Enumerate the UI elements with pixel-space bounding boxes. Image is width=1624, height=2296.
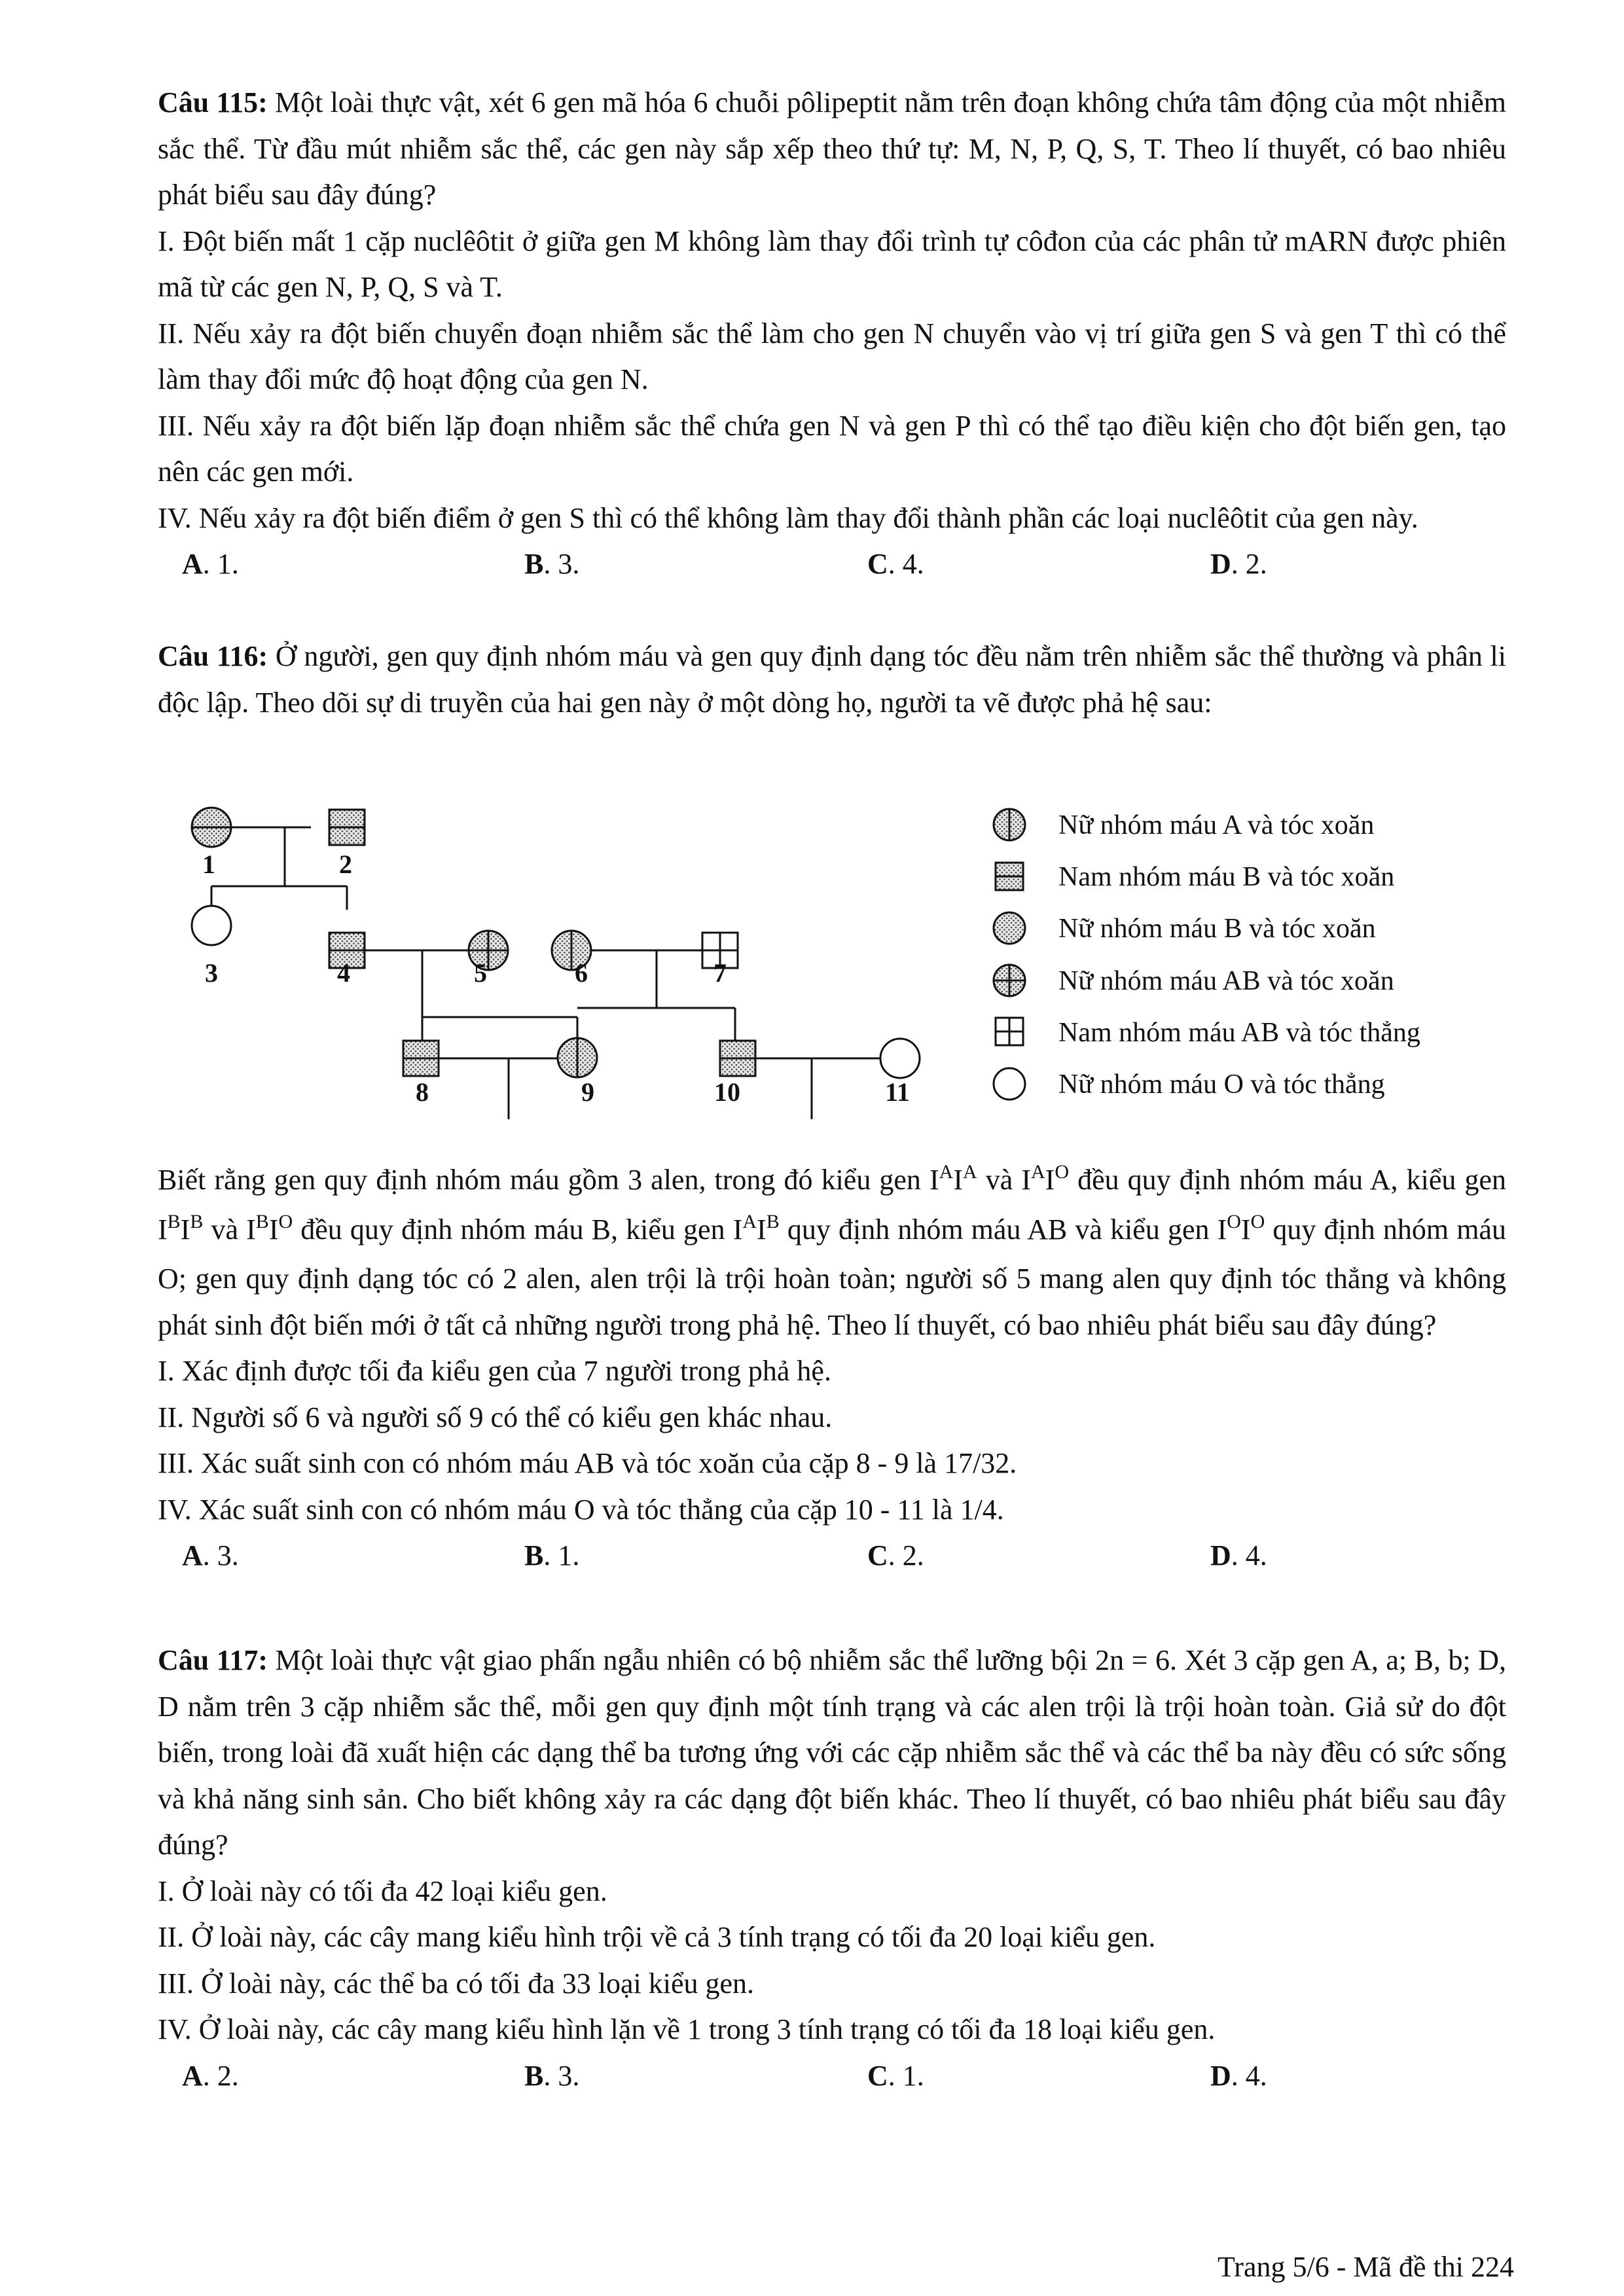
pedigree-number: 11 (885, 1077, 910, 1107)
individual-10 (720, 1041, 755, 1076)
question-116-body (158, 1157, 1506, 1579)
option-b[interactable]: B. 3. (524, 548, 580, 580)
legend-symbol-male-ab (996, 1018, 1023, 1045)
legend-symbol-female-ab (994, 965, 1025, 996)
individual-8 (403, 1041, 439, 1076)
statement-1: I. Ở loài này có tối đa 42 loại kiểu gen. (158, 1874, 607, 1907)
question-label: Câu 115: (158, 86, 268, 118)
option-b[interactable]: B. 3. (524, 2059, 580, 2092)
statement-1: I. Đột biến mất 1 cặp nuclêôtit ở giữa gen M không làm thay đổi trình tự côđon của các phân tử mARN được phiên mã từ các gen N, P, Q, S và T. (158, 224, 1506, 303)
pedigree-number: 2 (339, 850, 352, 879)
pedigree-number: 3 (205, 958, 218, 988)
statement-4: IV. Xác suất sinh con có nhóm máu O và tóc thẳng của cặp 10 - 11 là 1/4. (158, 1493, 1004, 1526)
pedigree-number: 7 (713, 958, 727, 988)
question-117 (158, 1638, 1506, 2099)
pedigree-number: 5 (474, 958, 487, 988)
individual-3 (192, 906, 231, 945)
pedigree-number: 8 (416, 1077, 429, 1107)
answer-options (158, 541, 1506, 587)
question-115 (158, 80, 1506, 587)
pedigree-number: 10 (714, 1077, 740, 1107)
legend-label: Nữ nhóm máu A và tóc xoăn (1058, 810, 1375, 840)
genotype-explanation: Biết rằng gen quy định nhóm máu gồm 3 alen, trong đó kiểu gen $I^AI^A$ và $I^AI^O$ đều quy định nhóm máu A, kiểu gen $I^BI^B$ và $I^BI^O$ đều quy định nhóm máu B, kiểu gen $I^AI^B$ quy định nhóm máu AB và kiểu gen $I^OI^O$ quy định nhóm máu O; gen quy định dạng tóc có 2 alen, alen trội là trội hoàn toàn; người số 5 mang alen quy định tóc thẳng và không phát sinh đột biến mới ở tất cả những người trong phả hệ. Theo lí thuyết, có bao nhiêu phát biểu sau đây đúng? (158, 1161, 1506, 1341)
answer-options (158, 1533, 1506, 1579)
answer-options (158, 2053, 1506, 2099)
statement-2: II. Nếu xảy ra đột biến chuyển đoạn nhiễm sắc thể làm cho gen N chuyển vào vị trí giữa gen S và gen T thì có thể làm thay đổi mức độ hoạt động của gen N. (158, 317, 1506, 395)
pedigree-figure (158, 793, 1506, 1134)
option-d[interactable]: D. 4. (1210, 1539, 1267, 1571)
option-c[interactable]: C. 2. (867, 1539, 924, 1571)
pedigree-numbers (202, 850, 910, 1107)
legend-label: Nữ nhóm máu O và tóc thẳng (1058, 1069, 1385, 1100)
option-a[interactable]: A. 1. (182, 548, 239, 580)
legend-label: Nam nhóm máu B và tóc xoăn (1058, 862, 1395, 892)
statement-3: III. Nếu xảy ra đột biến lặp đoạn nhiễm sắc thể chứa gen N và gen P thì có thể tạo điều kiện cho đột biến gen, tạo nên các gen mới. (158, 409, 1506, 488)
statement-3: III. Ở loài này, các thể ba có tối đa 33 loại kiểu gen. (158, 1967, 755, 2000)
option-a[interactable]: A. 2. (182, 2059, 239, 2092)
question-stem: Câu 116: Ở người, gen quy định nhóm máu và gen quy định dạng tóc đều nằm trên nhiễm sắc thể thường và phân li độc lập. Theo dõi sự di truyền của hai gen này ở một dòng họ, người ta vẽ được phả hệ sau: (158, 640, 1506, 719)
legend-label: Nữ nhóm máu AB và tóc xoăn (1058, 966, 1394, 996)
statement-3: III. Xác suất sinh con có nhóm máu AB và tóc xoăn của cặp 8 - 9 là 17/32. (158, 1447, 1017, 1479)
question-label: Câu 116: (158, 640, 268, 672)
option-c[interactable]: C. 1. (867, 2059, 924, 2092)
legend-symbol-female-b (994, 912, 1025, 944)
option-d[interactable]: D. 2. (1210, 548, 1267, 580)
question-label: Câu 117: (158, 1644, 268, 1676)
option-d[interactable]: D. 4. (1210, 2059, 1267, 2092)
legend-symbol-male-b (996, 863, 1023, 890)
option-c[interactable]: C. 4. (867, 548, 924, 580)
statement-2: II. Người số 6 và người số 9 có thể có kiểu gen khác nhau. (158, 1401, 833, 1433)
individual-11 (880, 1039, 920, 1078)
statement-1: I. Xác định được tối đa kiểu gen của 7 người trong phả hệ. (158, 1355, 831, 1387)
individual-9 (558, 1038, 597, 1077)
pedigree-individuals (192, 808, 920, 1078)
statement-4: IV. Nếu xảy ra đột biến điểm ở gen S thì có thể không làm thay đổi thành phần các loại nuclêôtit của gen này. (158, 501, 1418, 534)
statement-2: II. Ở loài này, các cây mang kiểu hình trội về cả 3 tính trạng có tối đa 20 loại kiểu gen. (158, 1921, 1156, 1953)
pedigree-number: 6 (575, 958, 588, 988)
page-footer: Trang 5/6 - Mã đề thi 224 (1217, 2251, 1514, 2283)
pedigree-number: 4 (337, 958, 350, 988)
question-stem: Câu 117: Một loài thực vật giao phấn ngẫu nhiên có bộ nhiễm sắc thể lưỡng bội 2n = 6. Xét 3 cặp gen A, a; B, b; D, D nằm trên 3 cặp nhiễm sắc thể, mỗi gen quy định một tính trạng và các alen trội là trội hoàn toàn. Giả sử do đột biến, trong loài đã xuất hiện các dạng thể ba tương ứng với các cặp nhiễm sắc thể và các thể ba này đều có sức sống và khả năng sinh sản. Cho biết không xảy ra các dạng đột biến khác. Theo lí thuyết, có bao nhiêu phát biểu sau đây đúng? (158, 1644, 1506, 1861)
option-a[interactable]: A. 3. (182, 1539, 239, 1571)
individual-1 (192, 808, 231, 847)
individual-2 (329, 810, 365, 845)
question-stem: Câu 115: Một loài thực vật, xét 6 gen mã hóa 6 chuỗi pôlipeptit nằm trên đoạn không chứa tâm động của một nhiễm sắc thể. Từ đầu mút nhiễm sắc thể, các gen này sắp xếp theo thứ tự: M, N, P, Q, S, T. Theo lí thuyết, có bao nhiêu phát biểu sau đây đúng? (158, 86, 1506, 211)
legend-symbols (994, 809, 1025, 1100)
legend-label: Nữ nhóm máu B và tóc xoăn (1058, 914, 1376, 944)
pedigree-number: 9 (581, 1077, 594, 1107)
statement-4: IV. Ở loài này, các cây mang kiểu hình lặn về 1 trong 3 tính trạng có tối đa 18 loại kiểu gen. (158, 2013, 1216, 2045)
pedigree-number: 1 (202, 850, 215, 879)
legend-symbol-female-a (994, 809, 1025, 840)
option-b[interactable]: B. 1. (524, 1539, 580, 1571)
question-116 (158, 634, 1506, 726)
legend-labels (1058, 810, 1420, 1100)
pedigree-lines (211, 827, 880, 1119)
legend-label: Nam nhóm máu AB và tóc thẳng (1058, 1018, 1420, 1048)
legend-symbol-female-o (994, 1068, 1025, 1100)
